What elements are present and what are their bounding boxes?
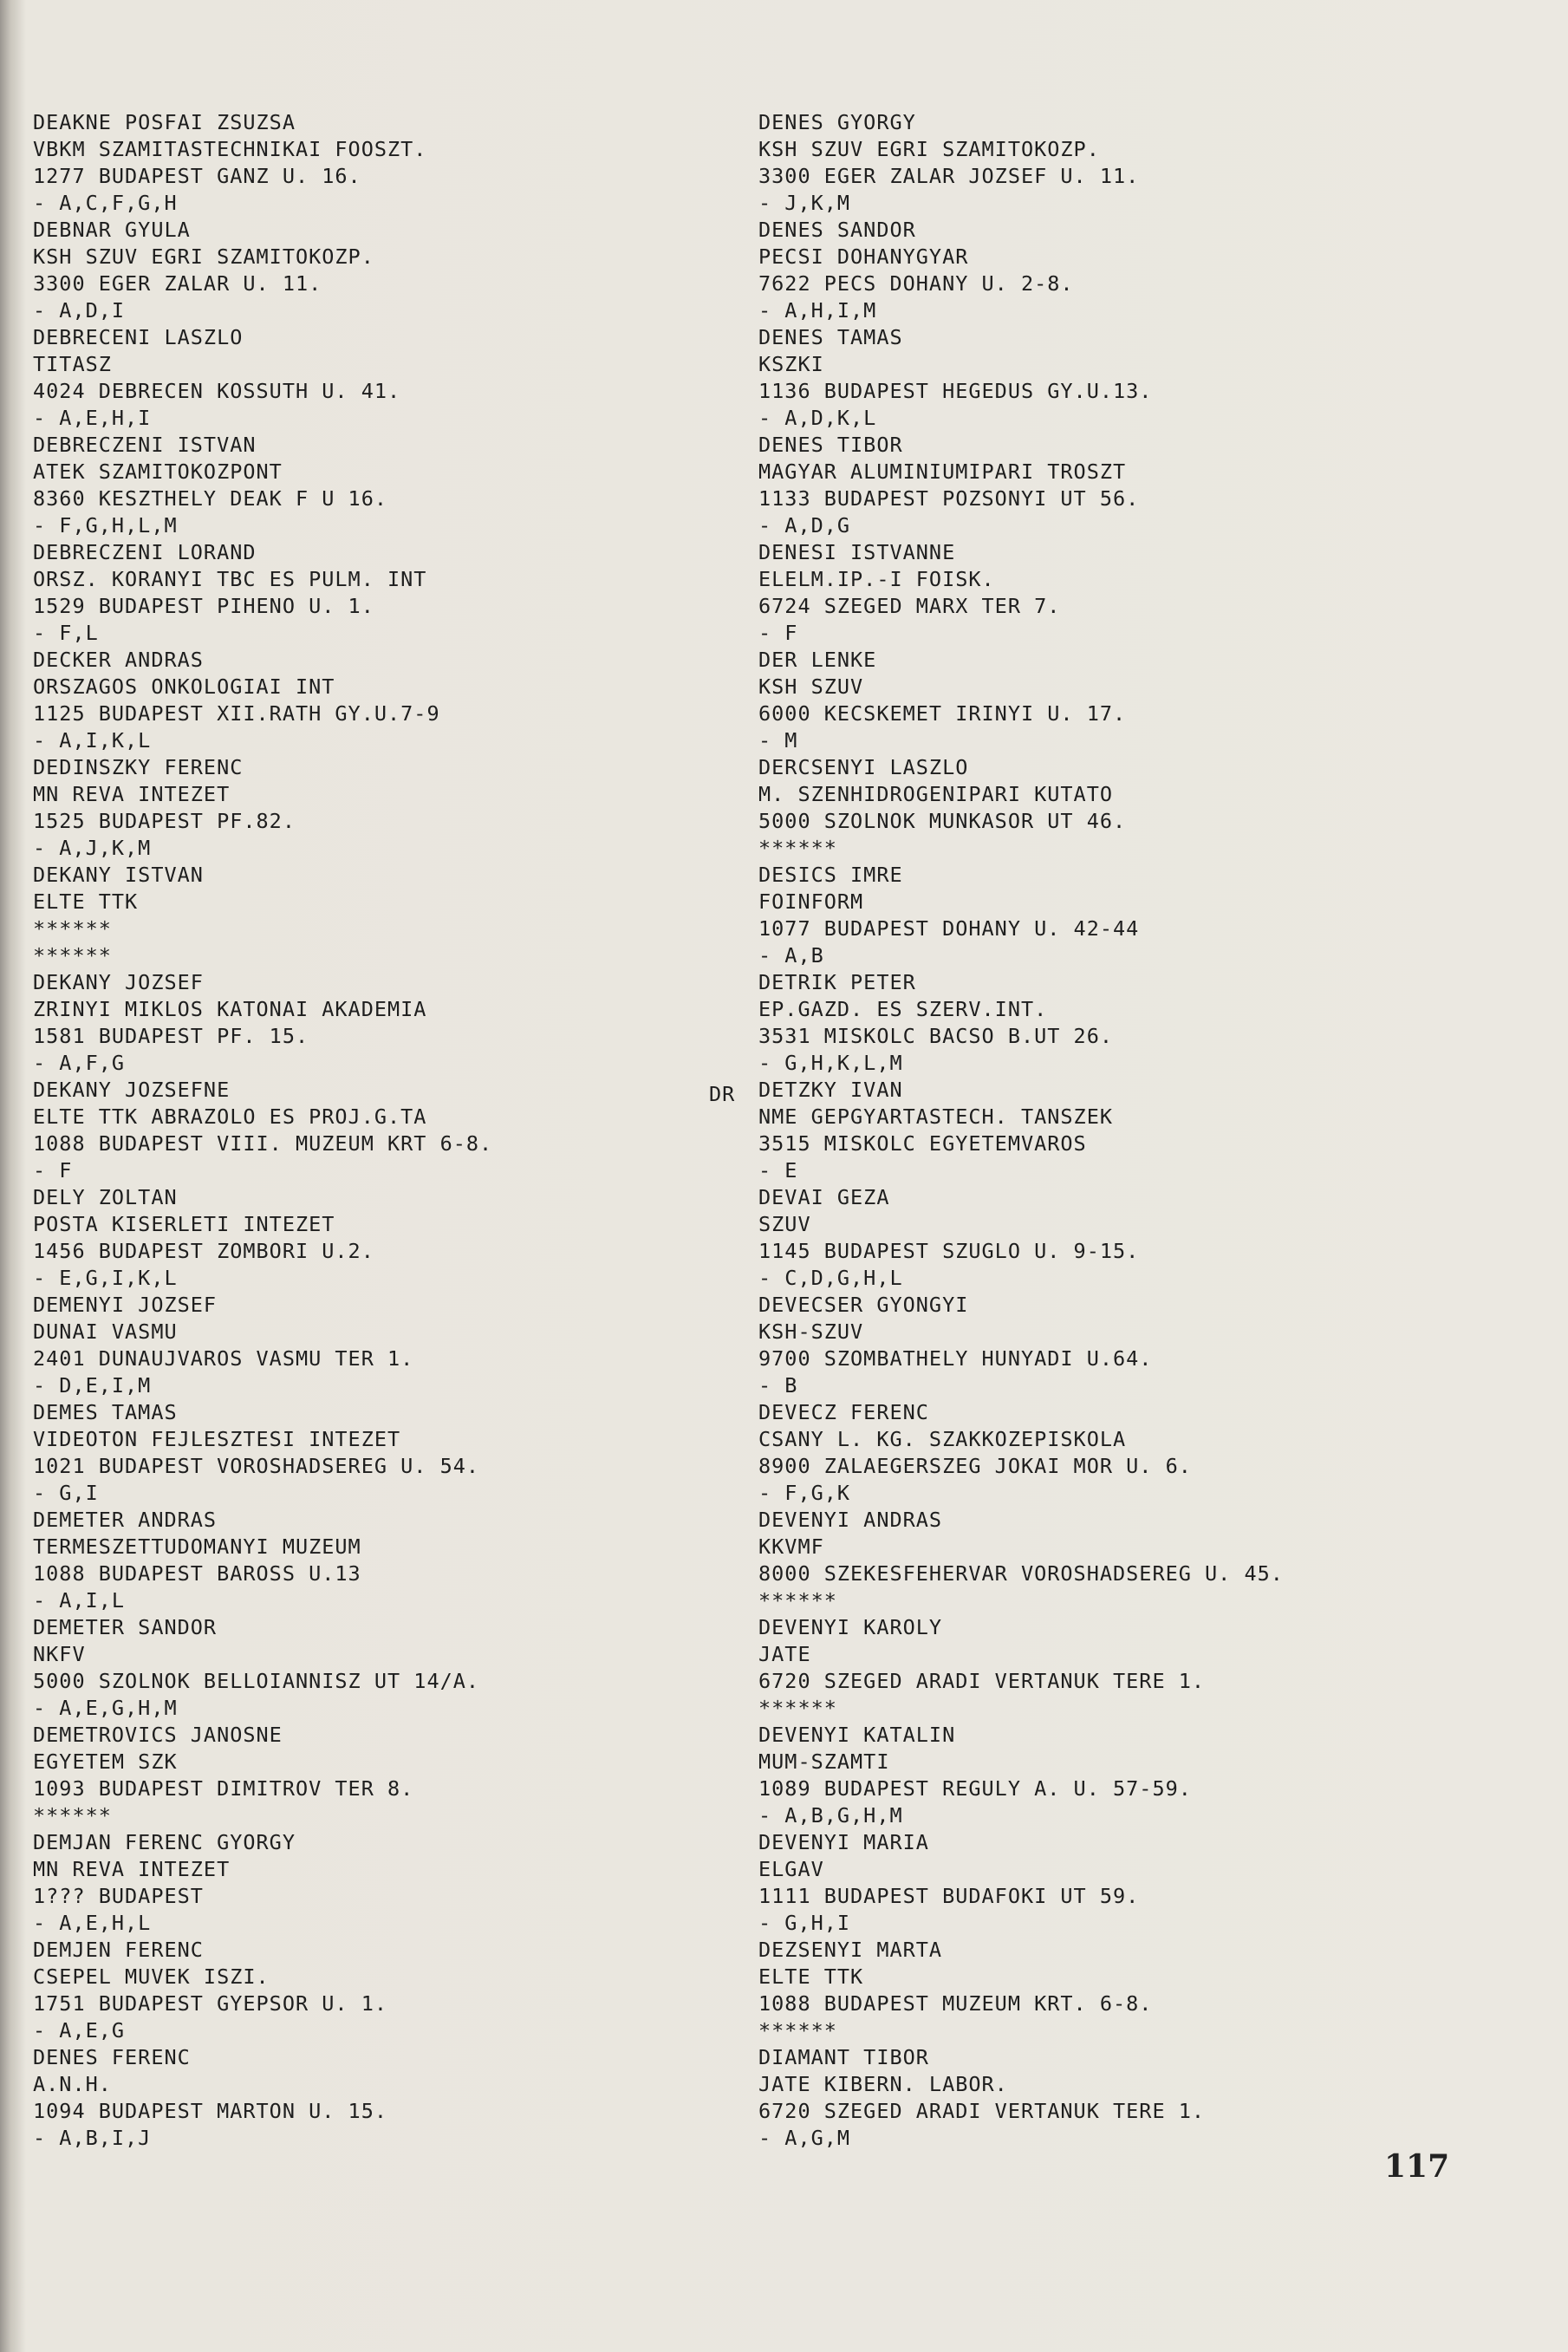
directory-line: 1751 BUDAPEST GYEPSOR U. 1. xyxy=(33,1991,388,2016)
directory-line: DEBNAR GYULA xyxy=(33,218,191,242)
directory-line: - J,K,M xyxy=(758,191,851,215)
directory-line: DEDINSZKY FERENC xyxy=(33,755,244,779)
directory-line: KSH SZUV xyxy=(758,674,864,699)
directory-line: DETRIK PETER xyxy=(758,970,916,994)
directory-line: 1077 BUDAPEST DOHANY U. 42-44 xyxy=(758,916,1140,941)
directory-line: - F xyxy=(33,1158,73,1183)
directory-line: EGYETEM SZK xyxy=(33,1749,178,1774)
directory-line: - A,H,I,M xyxy=(758,298,877,323)
directory-line: 1111 BUDAPEST BUDAFOKI UT 59. xyxy=(758,1884,1140,1908)
directory-line: 1089 BUDAPEST REGULY A. U. 57-59. xyxy=(758,1776,1192,1801)
directory-line: DEKANY JOZSEF xyxy=(33,970,204,994)
directory-line: - A,D,K,L xyxy=(758,406,877,430)
directory-line: - A,C,F,G,H xyxy=(33,191,178,215)
directory-line: DEMES TAMAS xyxy=(33,1400,178,1424)
directory-line: ATEK SZAMITOKOZPONT xyxy=(33,459,283,484)
directory-line: DELY ZOLTAN xyxy=(33,1185,178,1209)
directory-line: CSEPEL MUVEK ISZI. xyxy=(33,1964,270,1989)
directory-line: 6720 SZEGED ARADI VERTANUK TERE 1. xyxy=(758,2099,1206,2123)
directory-line: ****** xyxy=(33,916,112,941)
directory-line: - A,J,K,M xyxy=(33,836,152,860)
directory-line: FOINFORM xyxy=(758,889,864,914)
directory-line: DEBRECENI LASZLO xyxy=(33,325,244,349)
directory-line: SZUV xyxy=(758,1212,811,1236)
directory-line: 5000 SZOLNOK BELLOIANNISZ UT 14/A. xyxy=(33,1669,480,1693)
directory-line: DIAMANT TIBOR xyxy=(758,2045,929,2069)
directory-line: DECKER ANDRAS xyxy=(33,648,204,672)
directory-line: KSH SZUV EGRI SZAMITOKOZP. xyxy=(33,244,374,269)
directory-line: - F,G,K xyxy=(758,1481,851,1505)
directory-line: - A,D,I xyxy=(33,298,126,323)
directory-line: DEMETER SANDOR xyxy=(33,1615,218,1639)
directory-line: DENES FERENC xyxy=(33,2045,191,2069)
directory-line: - A,E,G xyxy=(33,2018,126,2043)
directory-line: VBKM SZAMITASTECHNIKAI FOOSZT. xyxy=(33,137,427,161)
directory-line: 1529 BUDAPEST PIHENO U. 1. xyxy=(33,594,374,618)
directory-line: DEVENYI KATALIN xyxy=(758,1723,956,1747)
directory-line: - F xyxy=(758,621,798,645)
directory-line: DENES TAMAS xyxy=(758,325,903,349)
directory-line: DEVECZ FERENC xyxy=(758,1400,929,1424)
directory-line: 1021 BUDAPEST VOROSHADSEREG U. 54. xyxy=(33,1454,480,1478)
directory-line: ELTE TTK xyxy=(33,889,139,914)
directory-line: DESICS IMRE xyxy=(758,863,903,887)
directory-line: ELELM.IP.-I FOISK. xyxy=(758,567,995,591)
directory-line: 1136 BUDAPEST HEGEDUS GY.U.13. xyxy=(758,379,1153,403)
directory-line: A.N.H. xyxy=(33,2072,112,2096)
directory-line: KSH-SZUV xyxy=(758,1319,864,1344)
directory-line: - C,D,G,H,L xyxy=(758,1266,903,1290)
directory-line: ZRINYI MIKLOS KATONAI AKADEMIA xyxy=(33,997,427,1021)
directory-line: 2401 DUNAUJVAROS VASMU TER 1. xyxy=(33,1346,414,1371)
directory-line: DEMJAN FERENC GYORGY xyxy=(33,1830,296,1854)
directory-line: KKVMF xyxy=(758,1534,824,1559)
directory-line: - A,B xyxy=(758,943,824,968)
directory-line: ****** xyxy=(33,943,112,968)
directory-line: KSH SZUV EGRI SZAMITOKOZP. xyxy=(758,137,1100,161)
directory-line: DERCSENYI LASZLO xyxy=(758,755,969,779)
directory-line: 6724 SZEGED MARX TER 7. xyxy=(758,594,1061,618)
directory-line: 1093 BUDAPEST DIMITROV TER 8. xyxy=(33,1776,414,1801)
directory-line: 1088 BUDAPEST MUZEUM KRT. 6-8. xyxy=(758,1991,1153,2016)
right-column xyxy=(758,109,1521,2152)
directory-line: DEBRECZENI ISTVAN xyxy=(33,433,257,457)
directory-line: DEVENYI MARIA xyxy=(758,1830,929,1854)
directory-line: 8900 ZALAEGERSZEG JOKAI MOR U. 6. xyxy=(758,1454,1192,1478)
directory-line: 1133 BUDAPEST POZSONYI UT 56. xyxy=(758,486,1140,511)
directory-line: 1277 BUDAPEST GANZ U. 16. xyxy=(33,164,361,188)
directory-line: - M xyxy=(758,728,798,753)
directory-line: - A,D,G xyxy=(758,513,851,538)
directory-line: - B xyxy=(758,1373,798,1398)
directory-line: - A,B,I,J xyxy=(33,2126,152,2150)
directory-line: ****** xyxy=(758,1588,837,1613)
directory-line: ELTE TTK xyxy=(758,1964,864,1989)
directory-line: MUM-SZAMTI xyxy=(758,1749,890,1774)
directory-line: ORSZAGOS ONKOLOGIAI INT xyxy=(33,674,335,699)
directory-line: 1088 BUDAPEST BAROSS U.13 xyxy=(33,1561,361,1586)
directory-line: DEAKNE POSFAI ZSUZSA xyxy=(33,110,296,134)
directory-line: 1??? BUDAPEST xyxy=(33,1884,204,1908)
page-number: 117 xyxy=(1384,2148,1450,2185)
directory-line: 5000 SZOLNOK MUNKASOR UT 46. xyxy=(758,809,1127,833)
directory-line: - G,H,K,L,M xyxy=(758,1051,903,1075)
directory-line: 1094 BUDAPEST MARTON U. 15. xyxy=(33,2099,388,2123)
directory-line: DEVAI GEZA xyxy=(758,1185,890,1209)
directory-line: M. SZENHIDROGENIPARI KUTATO xyxy=(758,782,1114,806)
directory-line: - A,I,K,L xyxy=(33,728,152,753)
directory-line: MN REVA INTEZET xyxy=(33,782,231,806)
directory-line: 6720 SZEGED ARADI VERTANUK TERE 1. xyxy=(758,1669,1206,1693)
directory-line: DEKANY ISTVAN xyxy=(33,863,204,887)
directory-line: ELTE TTK ABRAZOLO ES PROJ.G.TA xyxy=(33,1104,427,1129)
directory-line: PECSI DOHANYGYAR xyxy=(758,244,969,269)
directory-line: VIDEOTON FEJLESZTESI INTEZET xyxy=(33,1427,401,1451)
directory-line: - E,G,I,K,L xyxy=(33,1266,178,1290)
directory-line: DEMJEN FERENC xyxy=(33,1938,204,1962)
directory-line: TERMESZETTUDOMANYI MUZEUM xyxy=(33,1534,361,1559)
directory-line: POSTA KISERLETI INTEZET xyxy=(33,1212,335,1236)
directory-line: - A,B,G,H,M xyxy=(758,1803,903,1828)
directory-line: 8000 SZEKESFEHERVAR VOROSHADSEREG U. 45. xyxy=(758,1561,1284,1586)
directory-line: DER LENKE xyxy=(758,648,877,672)
directory-line: 1125 BUDAPEST XII.RATH GY.U.7-9 xyxy=(33,701,440,726)
directory-line: DEMETER ANDRAS xyxy=(33,1508,218,1532)
directory-line: - G,I xyxy=(33,1481,99,1505)
directory-line: 1088 BUDAPEST VIII. MUZEUM KRT 6-8. xyxy=(33,1131,493,1156)
directory-line: JATE KIBERN. LABOR. xyxy=(758,2072,1008,2096)
directory-line: - F,L xyxy=(33,621,99,645)
directory-line: EP.GAZD. ES SZERV.INT. xyxy=(758,997,1048,1021)
directory-line: - A,E,H,L xyxy=(33,1911,152,1935)
directory-line: DEVECSER GYONGYI xyxy=(758,1293,969,1317)
directory-line: ****** xyxy=(758,1696,837,1720)
directory-line: DEKANY JOZSEFNE xyxy=(33,1078,231,1102)
directory-line: ORSZ. KORANYI TBC ES PULM. INT xyxy=(33,567,427,591)
directory-line: 3300 EGER ZALAR JOZSEF U. 11. xyxy=(758,164,1140,188)
directory-line: DEBRECZENI LORAND xyxy=(33,540,257,564)
directory-line: CSANY L. KG. SZAKKOZEPISKOLA xyxy=(758,1427,1127,1451)
directory-line: - A,F,G xyxy=(33,1051,126,1075)
directory-line: - A,I,L xyxy=(33,1588,126,1613)
directory-line: ELGAV xyxy=(758,1857,824,1881)
directory-line: - A,E,H,I xyxy=(33,406,152,430)
directory-line: DUNAI VASMU xyxy=(33,1319,178,1344)
directory-line: 3515 MISKOLC EGYETEMVAROS xyxy=(758,1131,1087,1156)
directory-line: - D,E,I,M xyxy=(33,1373,152,1398)
directory-line: DENES TIBOR xyxy=(758,433,903,457)
directory-line: 9700 SZOMBATHELY HUNYADI U.64. xyxy=(758,1346,1153,1371)
directory-line: - G,H,I xyxy=(758,1911,851,1935)
directory-line: ****** xyxy=(758,2018,837,2043)
left-column xyxy=(33,109,726,2152)
directory-line: 6000 KECSKEMET IRINYI U. 17. xyxy=(758,701,1127,726)
directory-line: - E xyxy=(758,1158,798,1183)
directory-line: 3300 EGER ZALAR U. 11. xyxy=(33,271,322,296)
directory-line: DENESI ISTVANNE xyxy=(758,540,956,564)
directory-line: MN REVA INTEZET xyxy=(33,1857,231,1881)
directory-line: DEMENYI JOZSEF xyxy=(33,1293,218,1317)
directory-line: DETZKY IVAN xyxy=(758,1078,903,1102)
directory-line: - F,G,H,L,M xyxy=(33,513,178,538)
directory-line: KSZKI xyxy=(758,352,824,376)
directory-line: ****** xyxy=(33,1803,112,1828)
directory-line: - A,E,G,H,M xyxy=(33,1696,178,1720)
directory-line: 8360 KESZTHELY DEAK F U 16. xyxy=(33,486,388,511)
directory-line: JATE xyxy=(758,1642,811,1666)
directory-line: 1525 BUDAPEST PF.82. xyxy=(33,809,296,833)
directory-line: 1456 BUDAPEST ZOMBORI U.2. xyxy=(33,1239,374,1263)
directory-line: 7622 PECS DOHANY U. 2-8. xyxy=(758,271,1074,296)
title-prefix: DR xyxy=(709,1082,736,1106)
directory-line: DEVENYI KAROLY xyxy=(758,1615,943,1639)
directory-line: DEZSENYI MARTA xyxy=(758,1938,943,1962)
directory-line: 4024 DEBRECEN KOSSUTH U. 41. xyxy=(33,379,401,403)
directory-line: NME GEPGYARTASTECH. TANSZEK xyxy=(758,1104,1114,1129)
directory-line: ****** xyxy=(758,836,837,860)
directory-line: DEMETROVICS JANOSNE xyxy=(33,1723,283,1747)
directory-line: 1145 BUDAPEST SZUGLO U. 9-15. xyxy=(758,1239,1140,1263)
directory-line: MAGYAR ALUMINIUMIPARI TROSZT xyxy=(758,459,1127,484)
directory-line: 3531 MISKOLC BACSO B.UT 26. xyxy=(758,1024,1114,1048)
directory-line: NKFV xyxy=(33,1642,86,1666)
directory-line: 1581 BUDAPEST PF. 15. xyxy=(33,1024,309,1048)
directory-line: DEVENYI ANDRAS xyxy=(758,1508,943,1532)
directory-line: - A,G,M xyxy=(758,2126,851,2150)
directory-line: DENES GYORGY xyxy=(758,110,916,134)
directory-line: DENES SANDOR xyxy=(758,218,916,242)
directory-line: TITASZ xyxy=(33,352,112,376)
